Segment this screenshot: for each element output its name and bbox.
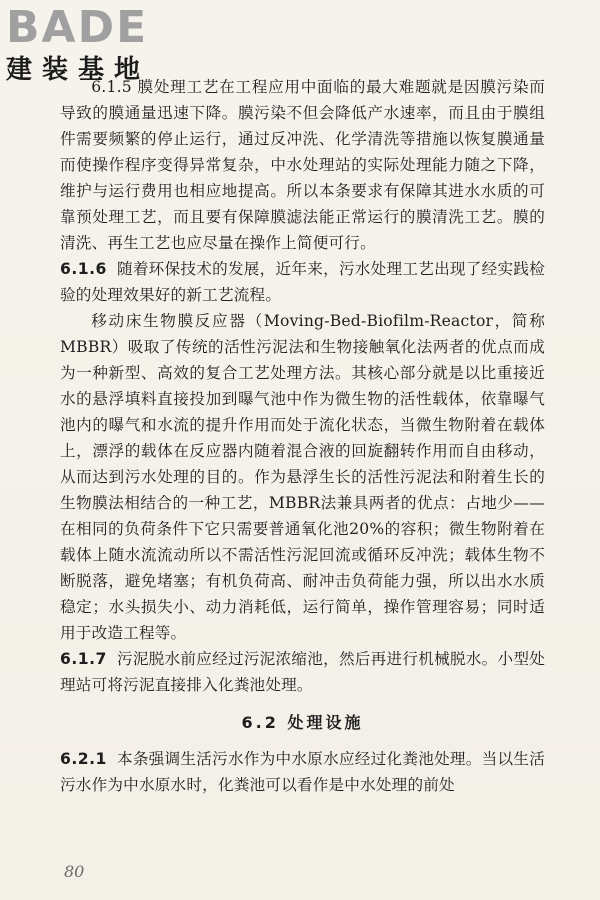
page-number: 80 xyxy=(64,862,85,881)
watermark-subtitle: 建装基地 xyxy=(6,55,151,85)
clause-number: 6.2.1 xyxy=(60,750,107,768)
clause-text: 污泥脱水前应经过污泥浓缩池，然后再进行机械脱水。小型处理站可将污泥直接排入化粪池处理。 xyxy=(60,650,545,694)
clause-number: 6.1.7 xyxy=(60,650,107,668)
clause-text: 随着环保技术的发展，近年来，污水处理工艺出现了经实践检验的处理效果好的新工艺流程。 xyxy=(60,260,545,304)
clause-6-2-1 xyxy=(60,746,545,798)
section-title-6-2: 6.2 处理设施 xyxy=(241,713,364,732)
clause-text: 本条强调生活污水作为中水原水应经过化粪池处理。当以生活污水作为中水原水时，化粪池可以看作是中水处理的前处 xyxy=(60,750,545,794)
clause-6-1-7 xyxy=(60,646,545,698)
paragraph-6-1-5: 6.1.5 膜处理工艺在工程应用中面临的最大难题就是因膜污染而导致的膜通量迅速下降。膜污染不但会降低产水速率，而且由于膜组件需要频繁的停止运行，通过反冲洗、化学清洗等措施以恢复膜通量而使操作程序变得异常复杂，中水处理站的实际处理能力随之下降，维护与运行费用也相应地提高。所以本条要求有保障其进水水质的可靠预处理工艺，而且要有保障膜滤法能正常运行的膜清洗工艺。膜的清洗、再生工艺也应尽量在操作上简便可行。 xyxy=(60,78,545,252)
paragraph-mbbr: 移动床生物膜反应器（Moving-Bed-Biofilm-Reactor，简称MBBR）吸取了传统的活性污泥法和生物接触氧化法两者的优点而成为一种新型、高效的复合工艺处理方法。其核心部分就是以比重接近水的悬浮填料直接投加到曝气池中作为微生物的活性载体，依靠曝气池内的曝气和水流的提升作用而处于流化状态，当微生物附着在载体上，漂浮的载体在反应器内随着混合液的回旋翻转作用而自由移动，从而达到污水处理的目的。作为悬浮生长的活性污泥法和附着生长的生物膜法相结合的一种工艺，MBBR法兼具两者的优点：占地少——在相同的负荷条件下它只需要普通氧化池20%的容积；微生物附着在载体上随水流流动所以不需活性污泥回流或循环反冲洗；载体生物不断脱落，避免堵塞；有机负荷高、耐冲击负荷能力强，所以出水水质稳定；水头损失小、动力消耗低，运行简单，操作管理容易；同时适用于改造工程等。 xyxy=(60,312,545,642)
document-body xyxy=(60,74,545,798)
watermark-brand: BADE xyxy=(6,2,149,53)
clause-number: 6.1.6 xyxy=(60,260,107,278)
clause-6-1-6 xyxy=(60,256,545,308)
bade-watermark-logo xyxy=(6,2,174,85)
